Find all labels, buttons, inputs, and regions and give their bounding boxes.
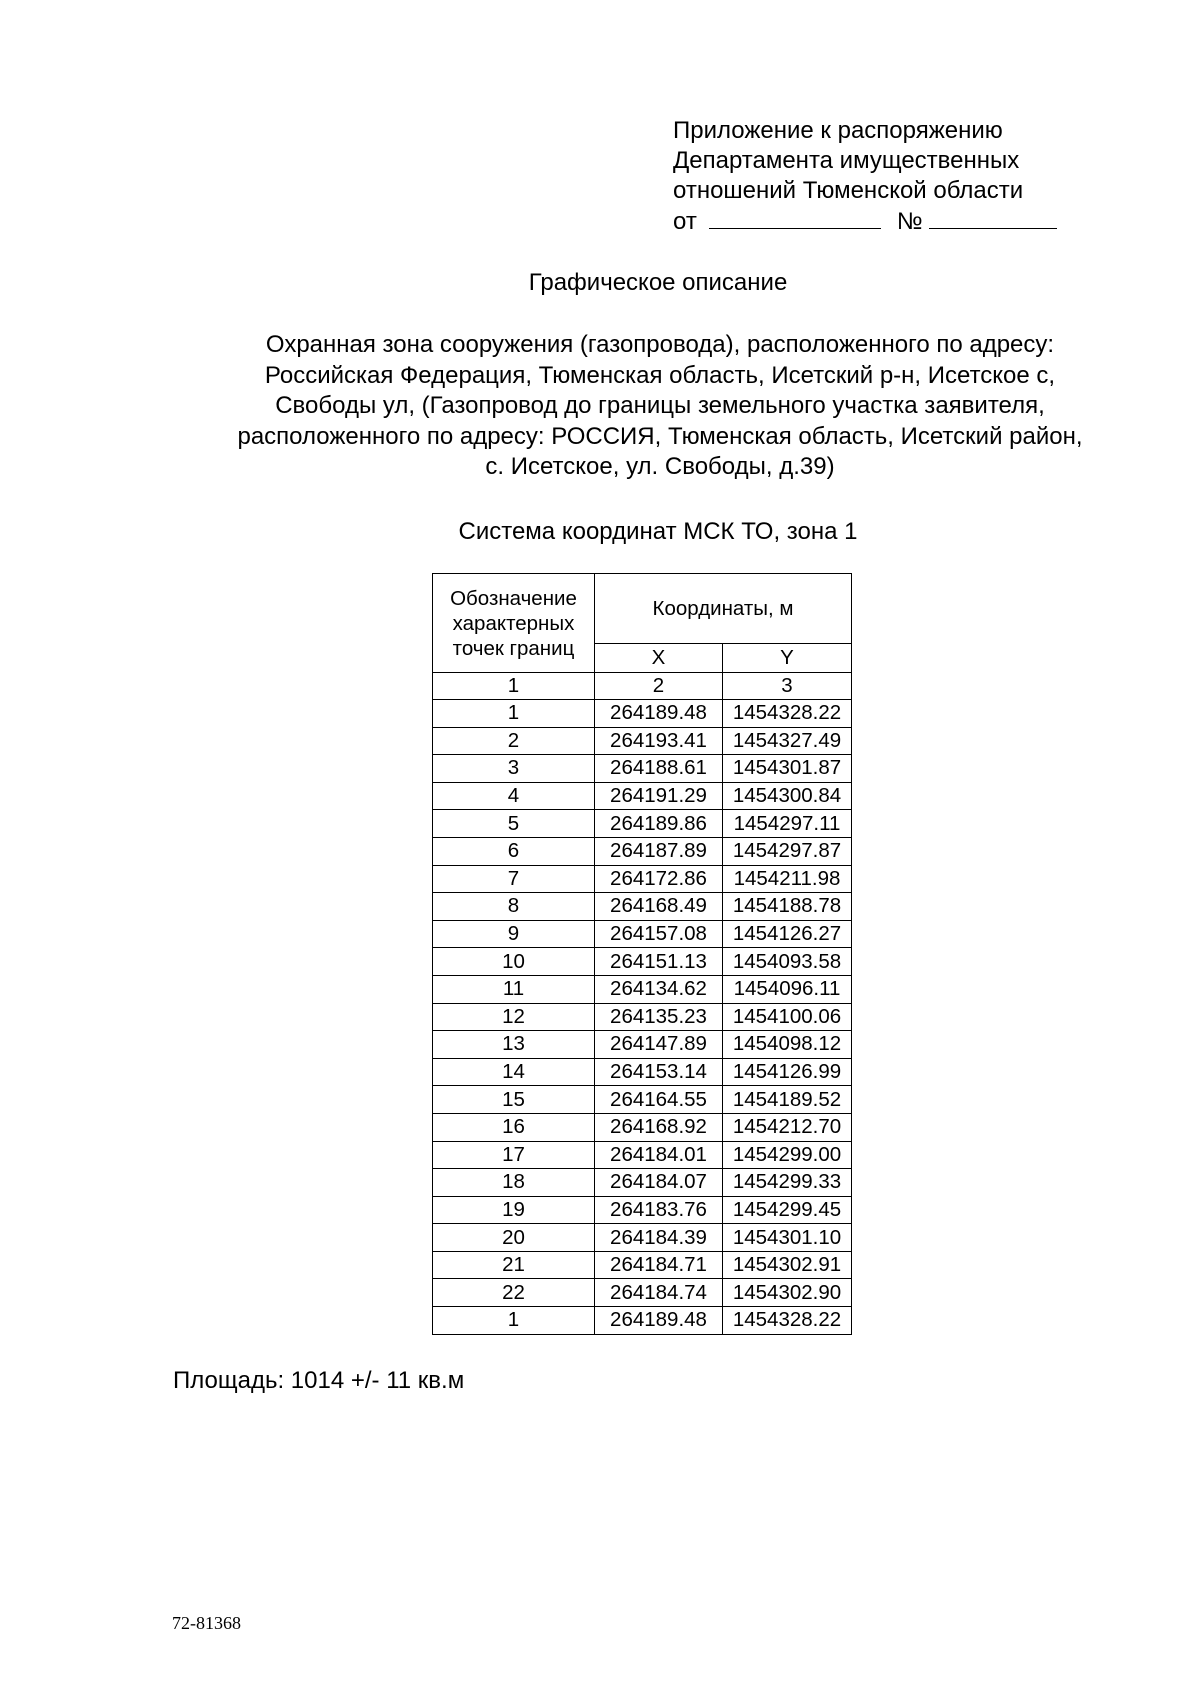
description-line-2: Российская Федерация, Тюменская область, Исетский р-н, Исетское с,: [264, 361, 1056, 389]
header-x: X: [595, 644, 723, 673]
x-coordinate-cell: 264184.01: [595, 1141, 723, 1169]
x-coordinate-cell: 264189.48: [595, 1307, 723, 1335]
document-title: Графическое описание: [528, 269, 788, 296]
y-coordinate-cell: 1454211.98: [723, 865, 852, 893]
date-blank: [709, 206, 881, 229]
x-coordinate-cell: 264184.07: [595, 1169, 723, 1197]
point-number-cell: 5: [433, 810, 595, 838]
x-coordinate-cell: 264164.55: [595, 1086, 723, 1114]
description-line-3: Свободы ул, (Газопровод до границы земельного участка заявителя,: [275, 392, 1045, 419]
description-line-5: с. Исетское, ул. Свободы, д.39): [485, 453, 835, 480]
table-row: [433, 1058, 852, 1086]
table-row: [433, 1169, 852, 1197]
description-line-1: Охранная зона сооружения (газопровода), расположенного по адресу:: [265, 331, 1055, 358]
point-number-cell: 19: [433, 1196, 595, 1224]
y-coordinate-cell: 1454300.84: [723, 782, 852, 810]
point-number-cell: 1: [433, 700, 595, 728]
y-coordinate-cell: 1454297.87: [723, 837, 852, 865]
table-row: [433, 1224, 852, 1252]
x-coordinate-cell: 264193.41: [595, 727, 723, 755]
x-coordinate-cell: 264187.89: [595, 837, 723, 865]
coordinate-system-caption: Система координат МСК ТО, зона 1: [458, 518, 858, 545]
y-coordinate-cell: 1454299.45: [723, 1196, 852, 1224]
header-y: Y: [723, 644, 852, 673]
y-coordinate-cell: 1454301.10: [723, 1224, 852, 1252]
appendix-date-number-line: [673, 206, 1057, 237]
appendix-line-1: Приложение к распоряжению: [673, 117, 1003, 144]
table-row: [433, 700, 852, 728]
y-coordinate-cell: 1454328.22: [723, 700, 852, 728]
point-number-cell: 15: [433, 1086, 595, 1114]
x-coordinate-cell: 264157.08: [595, 920, 723, 948]
y-coordinate-cell: 1454100.06: [723, 1003, 852, 1031]
y-coordinate-cell: 1454188.78: [723, 893, 852, 921]
y-coordinate-cell: 1454126.99: [723, 1058, 852, 1086]
point-number-cell: 16: [433, 1113, 595, 1141]
x-coordinate-cell: 264147.89: [595, 1031, 723, 1059]
coordinates-table: [432, 573, 852, 1335]
table-row: [433, 893, 852, 921]
table-row: [433, 1113, 852, 1141]
x-coordinate-cell: 264189.86: [595, 810, 723, 838]
y-coordinate-cell: 1454328.22: [723, 1307, 852, 1335]
x-coordinate-cell: 264189.48: [595, 700, 723, 728]
point-number-cell: 9: [433, 920, 595, 948]
table-row: [433, 1031, 852, 1059]
table-row: [433, 920, 852, 948]
y-coordinate-cell: 1454212.70: [723, 1113, 852, 1141]
column-number-row: [433, 673, 852, 700]
point-number-cell: 22: [433, 1279, 595, 1307]
y-coordinate-cell: 1454098.12: [723, 1031, 852, 1059]
point-number-cell: 2: [433, 727, 595, 755]
y-coordinate-cell: 1454126.27: [723, 920, 852, 948]
table-row: [433, 755, 852, 783]
point-number-cell: 17: [433, 1141, 595, 1169]
x-coordinate-cell: 264172.86: [595, 865, 723, 893]
table-row: [433, 1086, 852, 1114]
point-number-cell: 20: [433, 1224, 595, 1252]
y-coordinate-cell: 1454302.90: [723, 1279, 852, 1307]
y-coordinate-cell: 1454297.11: [723, 810, 852, 838]
point-number-cell: 11: [433, 975, 595, 1003]
x-coordinate-cell: 264188.61: [595, 755, 723, 783]
x-coordinate-cell: 264168.92: [595, 1113, 723, 1141]
table-row: [433, 865, 852, 893]
x-coordinate-cell: 264168.49: [595, 893, 723, 921]
x-coordinate-cell: 264153.14: [595, 1058, 723, 1086]
table-row: [433, 948, 852, 976]
table-row: [433, 727, 852, 755]
y-coordinate-cell: 1454299.33: [723, 1169, 852, 1197]
x-coordinate-cell: 264191.29: [595, 782, 723, 810]
x-coordinate-cell: 264184.71: [595, 1251, 723, 1279]
header-coordinates: Координаты, м: [595, 574, 852, 644]
table-row: [433, 1307, 852, 1335]
x-coordinate-cell: 264183.76: [595, 1196, 723, 1224]
from-label: от: [673, 208, 697, 235]
table-row: [433, 1141, 852, 1169]
y-coordinate-cell: 1454096.11: [723, 975, 852, 1003]
number-label: №: [896, 208, 923, 235]
x-coordinate-cell: 264135.23: [595, 1003, 723, 1031]
x-coordinate-cell: 264184.74: [595, 1279, 723, 1307]
point-number-cell: 4: [433, 782, 595, 810]
appendix-line-3: отношений Тюменской области: [673, 177, 1024, 204]
column-number: 3: [723, 673, 852, 700]
table-row: [433, 1251, 852, 1279]
y-coordinate-cell: 1454301.87: [723, 755, 852, 783]
x-coordinate-cell: 264151.13: [595, 948, 723, 976]
y-coordinate-cell: 1454299.00: [723, 1141, 852, 1169]
point-number-cell: 8: [433, 893, 595, 921]
table-row: [433, 782, 852, 810]
point-number-cell: 18: [433, 1169, 595, 1197]
y-coordinate-cell: 1454093.58: [723, 948, 852, 976]
point-number-cell: 6: [433, 837, 595, 865]
table-row: [433, 810, 852, 838]
y-coordinate-cell: 1454327.49: [723, 727, 852, 755]
table-row: [433, 1196, 852, 1224]
table-row: [433, 1003, 852, 1031]
x-coordinate-cell: 264134.62: [595, 975, 723, 1003]
coordinates-table-body: [433, 700, 852, 1335]
point-number-cell: 14: [433, 1058, 595, 1086]
y-coordinate-cell: 1454189.52: [723, 1086, 852, 1114]
column-number: 1: [433, 673, 595, 700]
table-row: [433, 975, 852, 1003]
appendix-header: [673, 116, 1057, 237]
appendix-line-2: Департамента имущественных: [673, 147, 1020, 174]
number-blank: [929, 206, 1057, 229]
document-number: 72-81368: [172, 1613, 241, 1633]
point-number-cell: 1: [433, 1307, 595, 1335]
area-text: Площадь: 1014 +/- 11 кв.м: [173, 1367, 465, 1394]
table-row: [433, 837, 852, 865]
point-number-cell: 21: [433, 1251, 595, 1279]
zone-description: [160, 330, 1160, 483]
header-point-designation: Обозначение характерных точек границ: [433, 574, 595, 673]
table-row: [433, 1279, 852, 1307]
point-number-cell: 10: [433, 948, 595, 976]
column-number: 2: [595, 673, 723, 700]
point-number-cell: 13: [433, 1031, 595, 1059]
x-coordinate-cell: 264184.39: [595, 1224, 723, 1252]
point-number-cell: 3: [433, 755, 595, 783]
y-coordinate-cell: 1454302.91: [723, 1251, 852, 1279]
point-number-cell: 7: [433, 865, 595, 893]
description-line-4: расположенного по адресу: РОССИЯ, Тюменская область, Исетский район,: [237, 422, 1083, 450]
point-number-cell: 12: [433, 1003, 595, 1031]
